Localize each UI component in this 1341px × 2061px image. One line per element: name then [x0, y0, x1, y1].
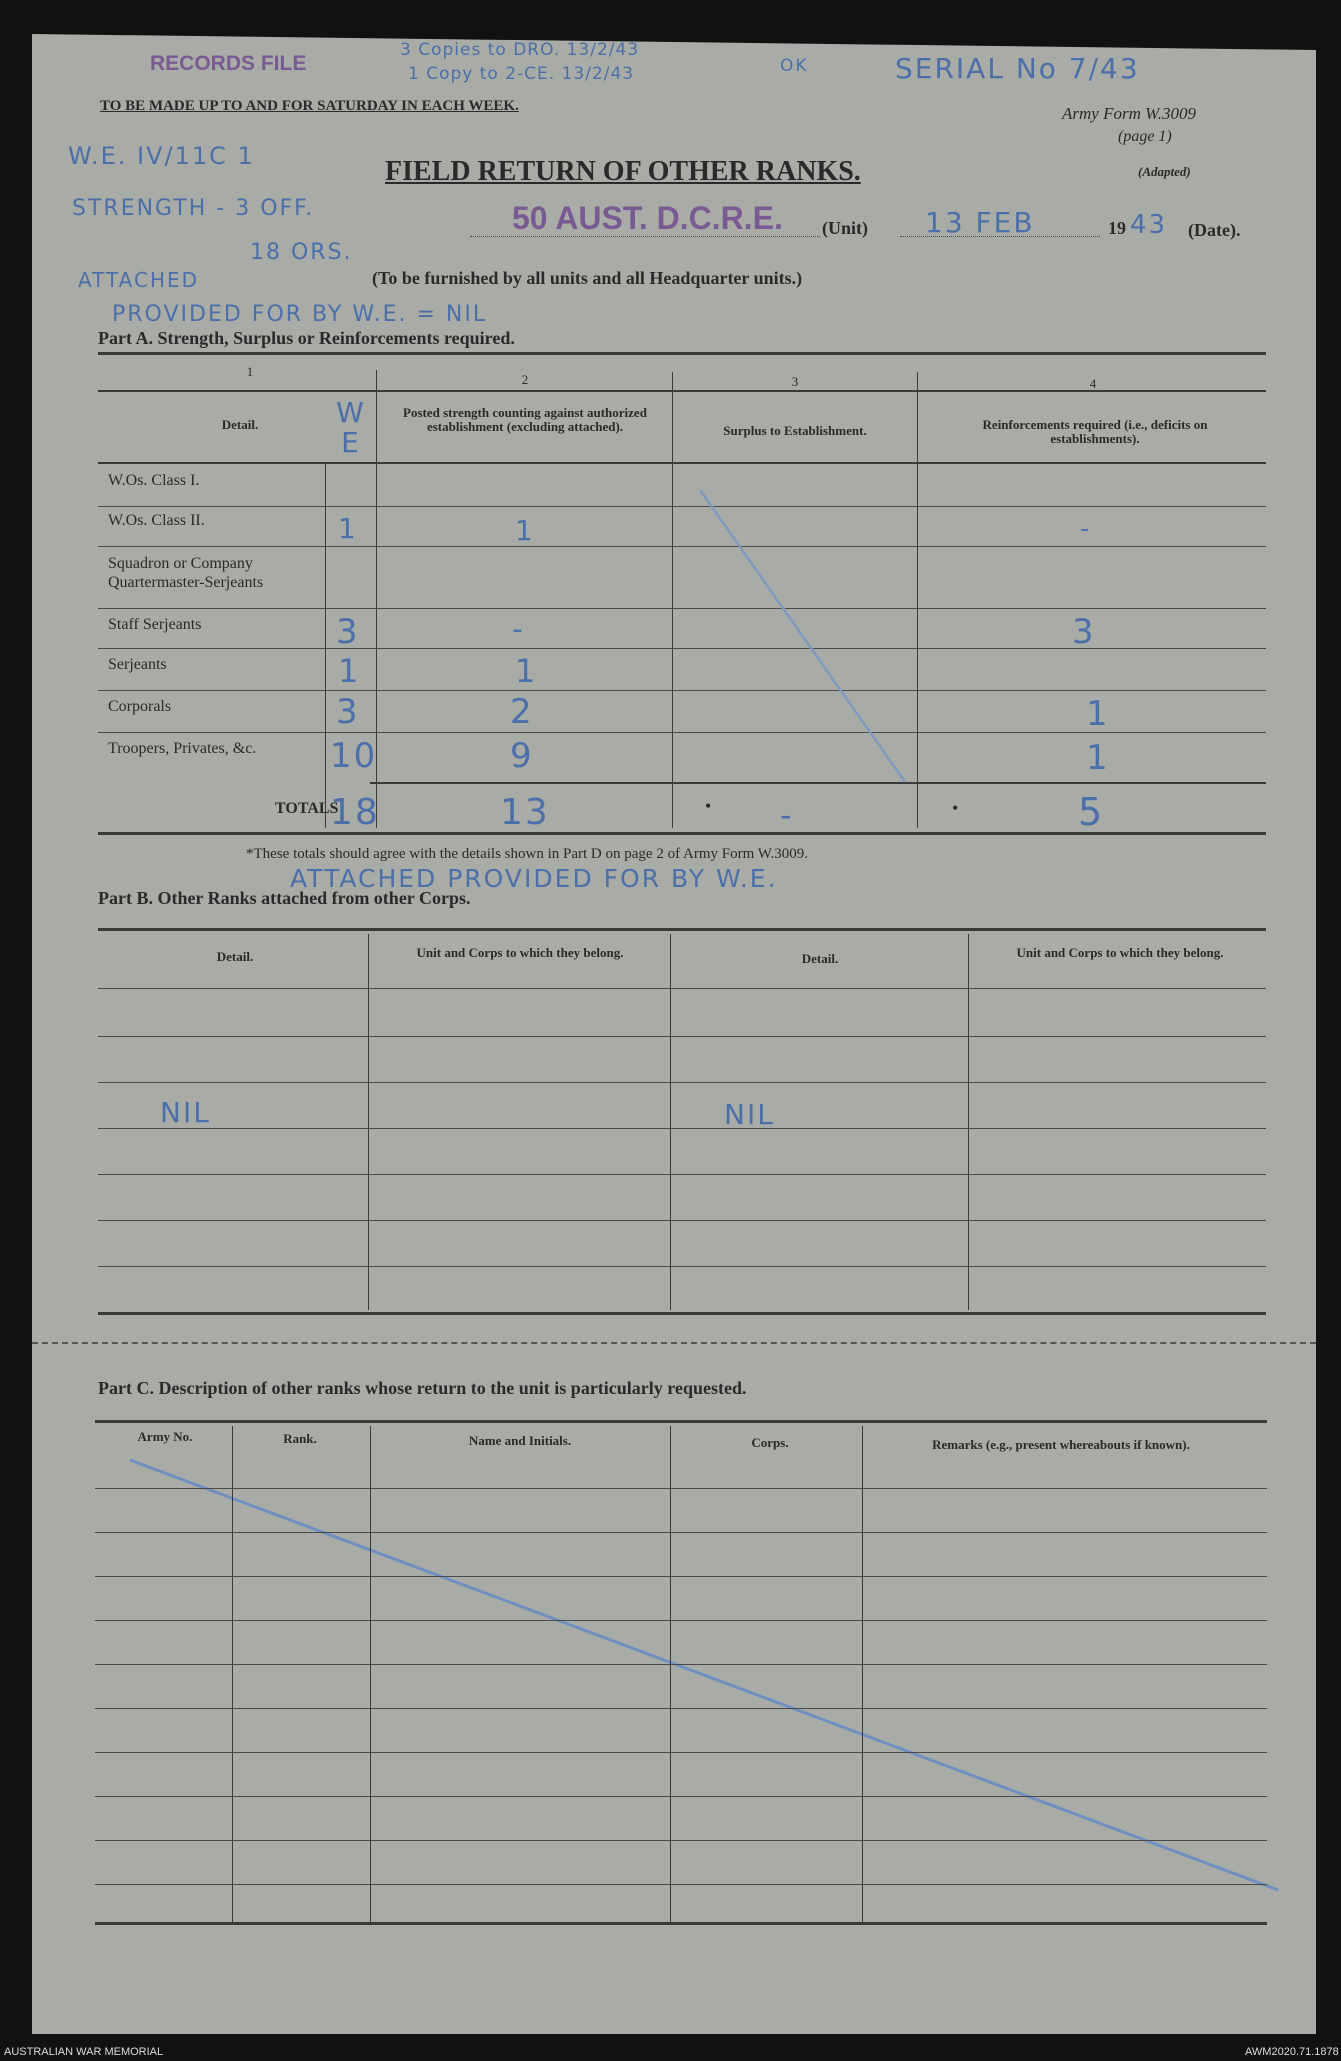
part-c-row-rule — [95, 1620, 1267, 1621]
part-c-rule — [232, 1426, 233, 1922]
posted-troopers: 9 — [510, 736, 534, 776]
part-c-row-rule — [95, 1488, 1267, 1489]
part-c-col-rank: Rank. — [283, 1431, 317, 1446]
part-a-title: Part A. Strength, Surplus or Reinforcements required. — [98, 328, 515, 348]
reinf-totals-dot: • — [952, 798, 959, 818]
year-prefix: 19 — [1108, 218, 1126, 238]
part-b-col-unit-1: Unit and Corps to which they belong. — [416, 945, 624, 960]
reinf-troopers: 1 — [1086, 738, 1110, 778]
col-num-4: 4 — [1089, 376, 1097, 391]
reinf-wo2: - — [1080, 514, 1092, 544]
reinf-staff-serjeants: 3 — [1072, 612, 1096, 652]
perforation-line — [32, 1342, 1316, 1344]
row-label-serjeants: Serjeants — [108, 656, 167, 673]
copies-note-2: 1 Copy to 2-CE. 13/2/43 — [408, 64, 635, 84]
col-surplus-header: Surplus to Establishment. — [723, 423, 867, 438]
margin-strength-note: STRENGTH - 3 OFF. — [72, 196, 315, 221]
part-c-rule — [370, 1426, 371, 1922]
we-serjeants: 1 — [338, 652, 361, 690]
instruction-text: TO BE MADE UP TO AND FOR SATURDAY IN EACH WEEK. — [100, 98, 519, 114]
part-c-row-rule — [95, 1752, 1267, 1753]
we-totals: 18 — [330, 792, 380, 833]
part-c-bottom-rule — [95, 1922, 1267, 1925]
reinf-totals: 5 — [1078, 790, 1105, 834]
part-b-row-rule — [98, 1082, 1266, 1083]
we-corporals: 3 — [336, 692, 360, 732]
part-c-rule — [862, 1426, 863, 1922]
margin-provided-note: PROVIDED FOR BY W.E. = NIL — [112, 302, 488, 327]
part-b-row-rule — [98, 1266, 1266, 1267]
part-b-rule — [968, 934, 969, 1310]
posted-wo2: 1 — [515, 514, 535, 547]
row-label-staff-serjeants: Staff Serjeants — [108, 616, 202, 633]
part-b-nil-left: NIL — [160, 1096, 211, 1129]
posted-corporals: 2 — [510, 692, 534, 732]
part-c-row-rule — [95, 1664, 1267, 1665]
posted-totals: 13 — [500, 792, 550, 833]
part-b-row-rule — [98, 1128, 1266, 1129]
we-staff-serjeants: 3 — [336, 612, 360, 652]
date-label: (Date). — [1188, 220, 1241, 240]
col-we-header: W E — [336, 396, 366, 459]
col-num-1: 1 — [246, 364, 254, 379]
part-c-rule — [670, 1426, 671, 1922]
part-c-row-rule — [95, 1532, 1267, 1533]
army-form-label: Army Form W.3009 — [1062, 104, 1196, 123]
footer-right: AWM2020.71.1878 — [1245, 2046, 1339, 2058]
part-c-row-rule — [95, 1708, 1267, 1709]
reinf-corporals: 1 — [1086, 694, 1110, 734]
part-b-handwritten-note: ATTACHED PROVIDED FOR BY W.E. — [290, 864, 778, 893]
posted-staff-serjeants: - — [512, 612, 525, 647]
surplus-totals-dot: • — [705, 796, 712, 816]
part-c-row-rule — [95, 1884, 1267, 1885]
serial-number: SERIAL No 7/43 — [895, 52, 1140, 85]
we-wo2: 1 — [338, 512, 358, 545]
part-c-row-rule — [95, 1796, 1267, 1797]
part-b-row-rule — [98, 1036, 1266, 1037]
row-label-troopers: Troopers, Privates, &c. — [108, 740, 257, 757]
part-c-col-name: Name and Initials. — [468, 1433, 572, 1448]
margin-attached-note: ATTACHED — [78, 268, 200, 292]
records-file-stamp: RECORDS FILE — [150, 52, 307, 75]
col-num-2: 2 — [521, 372, 529, 387]
part-c-title: Part C. Description of other ranks whose return to the unit is particularly requested. — [98, 1378, 747, 1398]
part-b-nil-right: NIL — [724, 1098, 775, 1131]
we-troopers: 10 — [330, 736, 378, 776]
margin-ors-note: 18 ORS. — [250, 240, 353, 265]
col-posted-header: Posted strength counting against authorized establishment (excluding attached). — [403, 405, 647, 434]
furnished-note: (To be furnished by all units and all Headquarter units.) — [372, 268, 803, 288]
adapted-label: (Adapted) — [1138, 164, 1191, 179]
part-b-col-detail-1: Detail. — [216, 949, 254, 964]
row-label-cqms: Squadron or Company Quartermaster-Serjeants — [108, 555, 264, 591]
posted-serjeants: 1 — [515, 652, 538, 690]
footer-left: AUSTRALIAN WAR MEMORIAL — [4, 2046, 164, 2058]
col-num-3: 3 — [791, 374, 799, 389]
margin-we-note: W.E. IV/11C 1 — [68, 142, 255, 170]
part-c-col-army-no: Army No. — [137, 1429, 193, 1444]
copies-note-1: 3 Copies to DRO. 13/2/43 — [400, 40, 640, 60]
totals-note: *These totals should agree with the details shown in Part D on page 2 of Army Form W.3009. — [246, 846, 809, 862]
date-value: 13 FEB — [925, 206, 1035, 239]
part-b-rule — [368, 934, 369, 1310]
part-c-row-rule — [95, 1576, 1267, 1577]
part-b-top-rule — [98, 928, 1266, 931]
part-b-row-rule — [98, 1174, 1266, 1175]
part-c-row-rule — [95, 1840, 1267, 1841]
part-b-col-detail-2: Detail. — [801, 951, 839, 966]
unit-label: (Unit) — [822, 218, 868, 238]
form-title: FIELD RETURN OF OTHER RANKS. — [385, 156, 861, 187]
part-b-rule — [670, 934, 671, 1310]
year-value: 43 — [1130, 210, 1168, 240]
copies-note-initials: OK — [780, 56, 809, 76]
row-label-wo1: W.Os. Class I. — [108, 472, 200, 489]
part-c-top-rule — [95, 1420, 1267, 1423]
part-b-col-unit-2: Unit and Corps to which they belong. — [1016, 945, 1224, 960]
surplus-totals: - — [780, 796, 794, 834]
part-b-bottom-rule — [98, 1312, 1266, 1315]
part-c-col-corps: Corps. — [751, 1435, 789, 1450]
row-label-totals: TOTALS — [275, 800, 339, 817]
col-detail-header: Detail. — [221, 417, 259, 432]
part-c-col-remarks: Remarks (e.g., present whereabouts if known). — [932, 1437, 1190, 1452]
part-b-row-rule — [98, 1220, 1266, 1221]
row-label-corporals: Corporals — [108, 698, 172, 715]
part-b-title: Part B. Other Ranks attached from other Corps. — [98, 888, 471, 908]
row-label-wo2: W.Os. Class II. — [108, 512, 205, 529]
unit-stamp: 50 AUST. D.C.R.E. — [512, 200, 783, 236]
part-b-row-rule — [98, 988, 1266, 989]
page-label: (page 1) — [1118, 128, 1172, 145]
col-reinf-header: Reinforcements required (i.e., deficits on establishments). — [982, 417, 1208, 446]
